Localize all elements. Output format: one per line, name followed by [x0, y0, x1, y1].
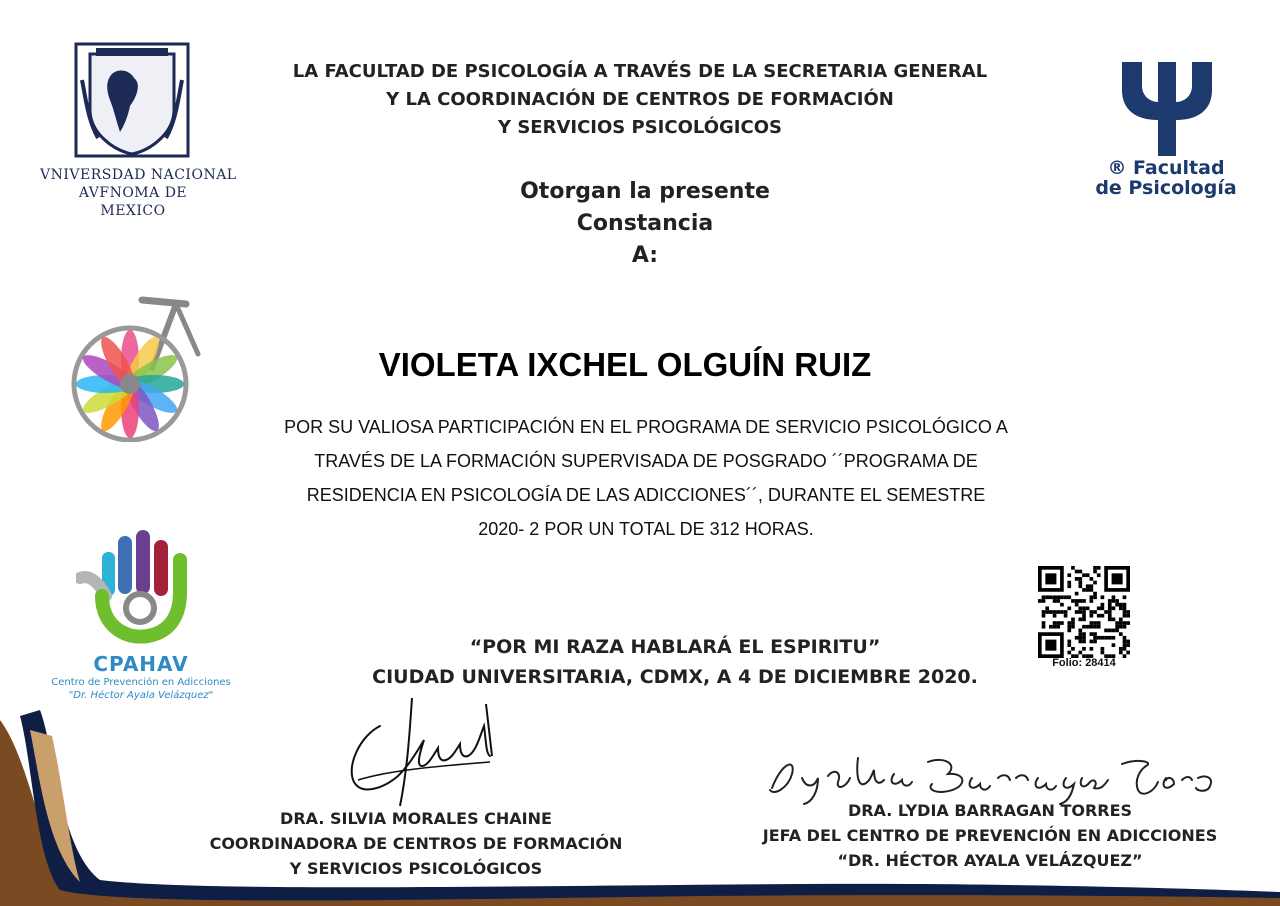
unam-name-line: MEXICO — [100, 203, 166, 219]
unam-name-line: AVFNOMA DE — [78, 185, 188, 201]
signature-morales-icon — [340, 696, 510, 808]
certificate-header — [250, 58, 1030, 142]
certificate-body — [200, 410, 1092, 546]
header-line: Y SERVICIOS PSICOLÓGICOS — [498, 117, 782, 138]
psi-logo-icon — [1112, 56, 1222, 162]
signer-title: JEFA DEL CENTRO DE PREVENCIÓN EN ADICCIONES — [762, 826, 1218, 845]
signer-name: DRA. SILVIA MORALES CHAINE — [280, 809, 552, 828]
signer-name: DRA. LYDIA BARRAGAN TORRES — [847, 801, 1133, 820]
signer-title: “DR. HÉCTOR AYALA VELÁZQUEZ” — [837, 851, 1143, 870]
grant-line: Constancia — [576, 211, 714, 236]
grant-line: A: — [631, 243, 659, 268]
colorful-hand-icon — [76, 526, 196, 648]
header-line: LA FACULTAD DE PSICOLOGÍA A TRAVÉS DE LA SECRETARIA GENERAL — [292, 61, 988, 82]
unam-name — [40, 166, 237, 220]
cpahav-subtitle-name: "Dr. Héctor Ayala Velázquez" — [68, 690, 214, 701]
body-line: TRAVÉS DE LA FORMACIÓN SUPERVISADA DE POSGRADO ´´PROGRAMA DE — [314, 451, 978, 471]
facultad-name-line: ® Facultad — [1107, 157, 1225, 179]
unam-seal-icon — [72, 40, 192, 160]
signer-title: Y SERVICIOS PSICOLÓGICOS — [289, 859, 543, 878]
folio-number: Folio: 28414 — [1052, 657, 1116, 669]
motto — [350, 632, 1000, 692]
body-line: RESIDENCIA EN PSICOLOGÍA DE LAS ADICCIONES´´, DURANTE EL SEMESTRE — [306, 485, 986, 505]
grant-line: Otorgan la presente — [520, 179, 770, 204]
motto-line: “POR MI RAZA HABLARÁ EL ESPIRITU” — [469, 636, 881, 658]
signer-morales — [196, 806, 636, 881]
qr-code-icon — [1038, 566, 1130, 658]
date-line: CIUDAD UNIVERSITARIA, CDMX, A 4 DE DICIEMBRE 2020. — [372, 666, 978, 688]
cpahav-subtitle: Centro de Prevención en Adicciones — [51, 677, 231, 688]
signer-title: COORDINADORA DE CENTROS DE FORMACIÓN — [209, 834, 623, 853]
cpahav-logo — [36, 652, 246, 702]
facultad-name-line: de Psicología — [1095, 177, 1237, 199]
unam-name-line: VNIVERSDAD NACIONAL — [40, 167, 237, 183]
grant-statement — [400, 176, 890, 272]
cpahav-title: CPAHAV — [93, 652, 189, 676]
header-line: Y LA COORDINACIÓN DE CENTROS DE FORMACIÓN — [386, 89, 894, 110]
recipient-name: VIOLETA IXCHEL OLGUÍN RUIZ — [378, 346, 872, 383]
body-line: POR SU VALIOSA PARTICIPACIÓN EN EL PROGRAMA DE SERVICIO PSICOLÓGICO A — [284, 417, 1008, 437]
facultad-name — [1080, 158, 1252, 198]
flower-bicycle-icon — [64, 294, 204, 442]
signer-barragan — [740, 798, 1240, 873]
body-line: 2020- 2 POR UN TOTAL DE 312 HORAS. — [478, 519, 814, 539]
